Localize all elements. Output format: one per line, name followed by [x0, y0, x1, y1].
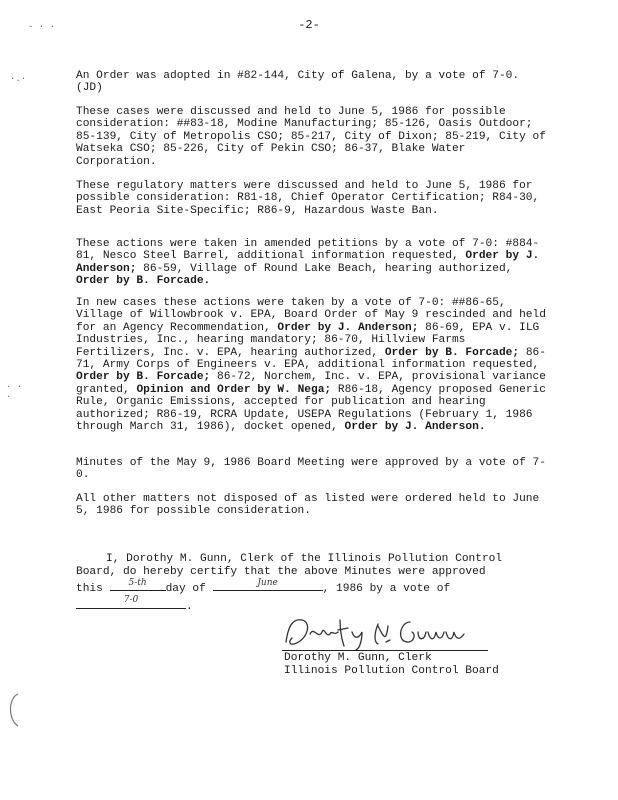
p4-text-1: These actions were taken in amended petitions by a vote of 7-0: #884-81, Nesco Steel Barrel, additional information requested,	[76, 238, 540, 263]
page-number: -2-	[298, 18, 320, 32]
certification-fill-line	[76, 578, 546, 596]
scan-mark: · ·	[6, 382, 23, 392]
p5-text-5: R86-18, Agency proposed Generic Rule, Organic Emissions, accepted for publication and hearing authorized; R86-19, RCRA Update, USEPA Regulations (February 1, 1986 through March 31, 1986), docket opened,	[76, 383, 546, 434]
paragraph-new-cases	[76, 297, 546, 433]
p4-text-2: 86-59, Village of Round Lake Beach, hearing authorized,	[136, 262, 513, 275]
scan-mark: ·	[6, 392, 12, 402]
p5-order-3: Order by B. Forcade;	[76, 371, 211, 384]
paragraph-other-matters: All other matters not disposed of as listed were ordered held to June 5, 1986 for possible consideration.	[76, 493, 540, 518]
clerk-title: Illinois Pollution Control Board	[284, 664, 499, 677]
vote-value: 7-0	[123, 595, 139, 606]
p5-order-1: Order by J. Anderson;	[277, 321, 419, 334]
p5-text-3: 86-71, Army Corps of Engineers v. EPA, additional information requested,	[76, 346, 546, 372]
clerk-certification	[76, 553, 546, 613]
cert-year-vote-label: , 1986 by a vote of	[322, 583, 451, 596]
cert-this-label: this	[76, 583, 103, 596]
day-blank	[110, 578, 166, 591]
day-value: 5-th	[128, 577, 147, 588]
p4-order-2: Order by B. Forcade.	[76, 275, 211, 288]
month-blank	[213, 578, 323, 591]
scan-artifact-icon	[4, 690, 24, 730]
p5-text-1: In new cases these actions were taken by a vote of 7-0: ##86-65, Village of Willowbrook v. EPA, Board Order of May 9 rescinded and held for an Agency Recommendation,	[76, 297, 546, 334]
paragraph-regulatory-matters: These regulatory matters were discussed and held to June 5, 1986 for possible consideration: R81-18, Chief Operator Certification; R84-30, East Peoria Site-Specific; R86-9, Hazardous Waste Ban.	[76, 180, 540, 217]
p5-text-2: 86-69, EPA v. ILG Industries, Inc., hearing mandatory; 86-70, Hillview Farms Fertilizers, Inc. v. EPA, hearing authorized,	[76, 321, 540, 359]
p5-order-5: Order by J. Anderson.	[344, 421, 486, 434]
cert-dayof-label: day of	[165, 583, 206, 596]
paragraph-galena-order: An Order was adopted in #82-144, City of Galena, by a vote of 7-0. (JD)	[76, 70, 520, 95]
p4-order-1: Order by J. Anderson;	[76, 250, 540, 275]
certification-statement: I, Dorothy M. Gunn, Clerk of the Illinois Pollution Control Board, do hereby certify that the above Minutes were approved	[76, 553, 503, 578]
p5-order-2: Order by B. Forcade;	[384, 346, 520, 359]
cert-end-period: .	[186, 600, 193, 613]
vote-blank	[76, 596, 186, 609]
clerk-signature	[282, 612, 490, 652]
certification-vote-line	[76, 596, 546, 614]
paragraph-held-cases: These cases were discussed and held to June 5, 1986 for possible consideration: ##83-18, Modine Manufacturing; 85-126, Oasis Outdoor; 85-139, City of Metropolis CSO; 85-217, City of Dixon; 85-219, City of Watseka CSO; 85-226, City of Pekin CSO; 86-37, Blake Water Corporation.	[76, 106, 546, 168]
month-value: June	[257, 577, 278, 588]
scan-mark: - · ·	[28, 22, 56, 32]
signature-line	[282, 650, 488, 651]
clerk-block	[284, 652, 499, 677]
p5-text-4: 86-72, Norchem, Inc. v. EPA, provisional variance granted,	[76, 371, 546, 396]
clerk-name: Dorothy M. Gunn, Clerk	[284, 652, 432, 664]
paragraph-minutes-approved: Minutes of the May 9, 1986 Board Meeting were approved by a vote of 7-0.	[76, 457, 546, 482]
paragraph-amended-petitions	[76, 238, 546, 288]
p5-order-4: Opinion and Order by W. Nega;	[136, 383, 332, 396]
scan-mark: ·.·	[10, 74, 27, 84]
